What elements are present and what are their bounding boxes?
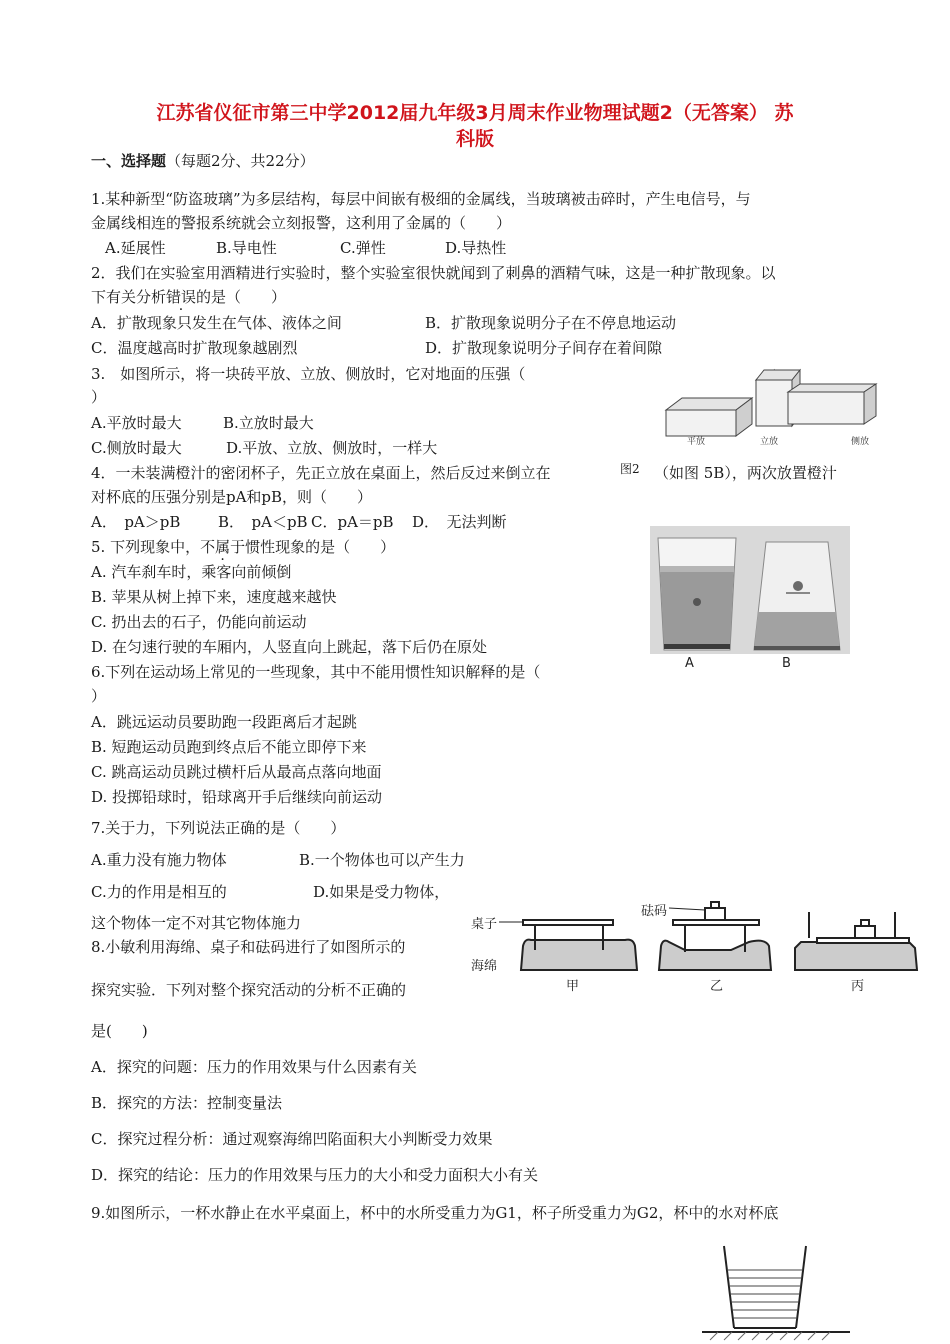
q3-option-a: A.平放时最大 (91, 414, 182, 432)
q8-line3: 是( ) (91, 1022, 148, 1040)
q5-line1-post: 惯性现象的是（ ） (245, 538, 396, 556)
page-title-line2: 科版 (455, 128, 494, 150)
q2-option-a: A．扩散现象只发生在气体、液体之间 (91, 314, 342, 332)
q3-option-d: D.平放、立放、侧放时，一样大 (226, 439, 438, 457)
water-cup-figure (700, 1242, 860, 1342)
label-weight: 砝码 (641, 904, 668, 919)
q2-line1: 2．我们在实验室用酒精进行实验时，整个实验室很快就闻到了刺鼻的酒精气味，这是一种扩散现象。以 (91, 264, 776, 282)
q5-option-a: A. 汽车刹车时，乘客向前倾倒 (91, 563, 292, 581)
q4-option-c: C．pA＝pB (311, 513, 394, 531)
q7-option-c: C.力的作用是相互的 (91, 883, 227, 901)
q2-option-d: D．扩散现象说明分子间存在着间隙 (425, 339, 663, 357)
q2-line2-pre: 下有关分析 (91, 288, 167, 306)
q5-option-d: D. 在匀速行驶的车厢内，人竖直向上跳起，落下后仍在原处 (91, 638, 488, 656)
q4-option-a: A． pA＞pB (91, 513, 181, 531)
q8-option-c: C．探究过程分析：通过观察海绵凹陷面积大小判断受力效果 (91, 1130, 493, 1148)
q2-emphasis: 错误 (166, 288, 197, 306)
page-title-line1: 江苏省仪征市第三中学2012届九年级3月周末作业物理试题2（无答案） 苏 (156, 102, 794, 124)
q6-option-a: A．跳远运动员要助跑一段距离后才起跳 (91, 713, 357, 731)
brick-label-upright: 立放 (760, 437, 779, 447)
q8-line2: 探究实验．下列对整个探究活动的分析不正确的 (91, 981, 407, 999)
q7-option-d-cont: 这个物体一定不对其它物体施力 (91, 914, 302, 932)
q2-option-b: B．扩散现象说明分子在不停息地运动 (425, 314, 677, 332)
q8-option-b: B．探究的方法：控制变量法 (91, 1094, 283, 1112)
q3-option-c: C.侧放时最大 (91, 439, 182, 457)
cup-label-a: A (685, 656, 694, 671)
q6-line1: 6.下列在运动场上常见的一些现象，其中不能用惯性知识解释的是（ (91, 663, 541, 681)
cups-figure (650, 526, 850, 654)
q8-line1: 8.小敏利用海绵、桌子和砝码进行了如图所示的 (91, 938, 406, 956)
q6-option-d: D. 投掷铅球时，铅球离开手后继续向前运动 (91, 788, 383, 806)
q1-option-d: D.导热性 (445, 239, 507, 257)
q5-line1 (91, 537, 395, 557)
label-table: 桌子 (471, 917, 498, 932)
q4-option-d: D． 无法判断 (412, 513, 507, 531)
label-yi: 乙 (710, 979, 724, 994)
q7-option-a: A.重力没有施力物体 (91, 851, 227, 869)
q3-line1: 3. 如图所示，将一块砖平放、立放、侧放时，它对地面的压强（ (91, 365, 526, 383)
section-note: （每题2分、共22分） (166, 152, 315, 170)
label-sponge: 海绵 (471, 959, 498, 974)
q3-line2: ） (91, 388, 107, 406)
q1-option-a: A.延展性 (105, 239, 166, 257)
q5-emphasis: 不属于 (200, 538, 246, 556)
q1-line2: 金属线相连的警报系统就会立刻报警，这利用了金属的（ ） (91, 214, 512, 232)
q9-line1: 9.如图所示，一杯水静止在水平桌面上，杯中的水所受重力为G1，杯子所受重力为G2，杯中的水对杯底 (91, 1204, 779, 1222)
q4-option-b: B． pA＜pB (218, 513, 308, 531)
q7-option-b: B.一个物体也可以产生力 (299, 851, 465, 869)
section-title: 一、选择题 (91, 152, 167, 170)
brick-label-flat: 平放 (687, 437, 706, 447)
cup-label-b: B (782, 656, 791, 671)
q5-line1-pre: 5. 下列现象中， (91, 538, 201, 556)
brick-label-side: 侧放 (851, 437, 870, 447)
q4-line2: 对杯底的压强分别是pA和pB，则（ ） (91, 488, 373, 506)
q7-option-d: D.如果是受力物体， (313, 883, 450, 901)
q8-option-d: D．探究的结论：压力的作用效果与压力的大小和受力面积大小有关 (91, 1166, 539, 1184)
q8-option-a: A．探究的问题：压力的作用效果与什么因素有关 (91, 1058, 417, 1076)
label-jia: 甲 (566, 979, 580, 994)
q5-option-b: B. 苹果从树上掉下来，速度越来越快 (91, 588, 337, 606)
q7-line1: 7.关于力，下列说法正确的是（ ） (91, 819, 346, 837)
q2-option-c: C．温度越高时扩散现象越剧烈 (91, 339, 298, 357)
label-bing: 丙 (851, 979, 865, 994)
q1-option-c: C.弹性 (340, 239, 386, 257)
q3-option-b: B.立放时最大 (223, 414, 314, 432)
section-heading (91, 151, 315, 171)
q2-line2 (91, 287, 286, 307)
q6-option-b: B. 短跑运动员跑到终点后不能立即停下来 (91, 738, 367, 756)
q4-line1-pre: 4．一未装满橙汁的密闭杯子，先正立放在桌面上，然后反过来倒立在 (91, 464, 551, 482)
q1-option-b: B.导电性 (216, 239, 277, 257)
fig2-caption: 图2 (620, 462, 640, 476)
q1-line1: 1.某种新型“防盗玻璃”为多层结构，每层中间嵌有极细的金属线，当玻璃被击碎时，产生电信号，与 (91, 190, 751, 208)
q6-line2: ） (91, 687, 107, 705)
q2-line2-post: 的是（ ） (196, 288, 287, 306)
q5-option-c: C. 扔出去的石子，仍能向前运动 (91, 613, 307, 631)
q4-line1-post: （如图 5B），两次放置橙汁 (654, 464, 837, 482)
q6-option-c: C. 跳高运动员跳过横杆后从最高点落向地面 (91, 763, 382, 781)
